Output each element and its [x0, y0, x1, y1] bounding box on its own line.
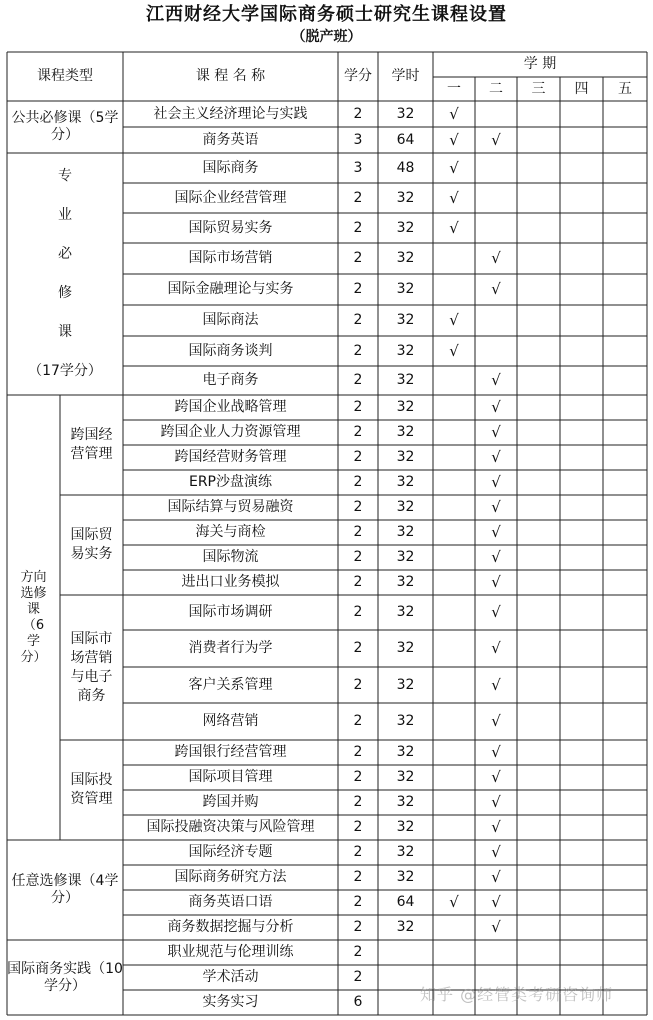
semester-check-1: √ — [449, 893, 459, 911]
course-credit: 2 — [353, 819, 363, 835]
group-label-elective: 任意选修课（4学分） — [11, 873, 119, 906]
course-hours: 32 — [396, 189, 415, 206]
course-name: 学术活动 — [202, 969, 259, 985]
semester-check-2: √ — [491, 793, 501, 811]
course-credit: 2 — [353, 894, 363, 910]
semester-check-2: √ — [491, 675, 501, 694]
course-hours: 32 — [396, 794, 415, 810]
course-credit: 2 — [353, 640, 363, 656]
group-label-direction — [7, 395, 60, 840]
group-label-major — [7, 153, 123, 395]
semester-check-2: √ — [491, 249, 501, 267]
semester-check-1: √ — [449, 130, 459, 149]
course-name: 电子商务 — [202, 372, 259, 388]
course-name: 国际贸易实务 — [188, 219, 273, 236]
header-semester-2: 二 — [489, 80, 503, 97]
course-credit: 2 — [353, 794, 363, 810]
semester-check-1: √ — [449, 158, 459, 177]
course-hours: 32 — [396, 574, 415, 590]
course-name: 国际金融理论与实务 — [167, 281, 294, 297]
group-label-direction-line: 方向 — [20, 569, 47, 585]
semester-check-2: √ — [491, 712, 501, 730]
course-name: 国际投融资决策与风险管理 — [146, 819, 315, 835]
course-credit: 2 — [353, 399, 363, 415]
course-hours: 32 — [396, 819, 415, 835]
semester-check-2: √ — [491, 280, 501, 298]
group-label-major-line: （17学分） — [28, 363, 102, 379]
semester-check-1: √ — [449, 311, 459, 329]
semester-check-1: √ — [449, 341, 459, 360]
course-hours: 32 — [396, 524, 415, 540]
course-hours: 32 — [396, 844, 415, 860]
course-name: 网络营销 — [202, 713, 259, 729]
course-name: 国际经济专题 — [188, 844, 273, 860]
course-name: 消费者行为学 — [188, 640, 273, 656]
course-name: 商务英语 — [202, 131, 259, 148]
semester-check-2: √ — [491, 448, 501, 466]
course-credit: 2 — [353, 189, 363, 206]
page-subtitle: （脱产班） — [291, 29, 362, 45]
course-credit: 2 — [353, 844, 363, 860]
semester-check-2: √ — [491, 398, 501, 416]
course-hours: 32 — [396, 769, 415, 785]
course-name: ERP沙盘演练 — [188, 474, 272, 490]
semester-check-2: √ — [491, 523, 501, 541]
semester-check-2: √ — [491, 639, 501, 657]
course-name: 商务英语口语 — [188, 894, 273, 910]
group-label-major-line: 必 — [58, 246, 72, 262]
course-name: 国际结算与贸易融资 — [167, 499, 294, 515]
header-semester-4: 四 — [574, 80, 589, 97]
course-hours: 32 — [396, 399, 415, 415]
group-label-direction-line: （6 — [22, 617, 45, 633]
course-name: 国际企业经营管理 — [174, 189, 287, 206]
header-credit: 学分 — [344, 68, 372, 84]
course-credit: 2 — [353, 342, 363, 359]
header-hours: 学时 — [391, 68, 420, 84]
course-name: 跨国经营财务管理 — [174, 449, 287, 465]
group-label-practice: 国际商务实践（10学分） — [7, 960, 123, 994]
semester-check-2: √ — [491, 893, 501, 911]
course-name: 国际商务 — [202, 159, 259, 176]
course-credit: 2 — [353, 312, 363, 328]
course-hours: 32 — [396, 744, 415, 760]
semester-check-2: √ — [491, 423, 501, 441]
semester-check-2: √ — [491, 818, 501, 836]
course-credit: 2 — [353, 944, 363, 960]
course-credit: 2 — [353, 969, 363, 985]
header-semester-1: 一 — [447, 80, 461, 97]
group-label-major-line: 业 — [58, 207, 72, 223]
course-name: 国际物流 — [202, 549, 259, 565]
course-credit: 2 — [353, 250, 363, 266]
semester-check-2: √ — [491, 918, 501, 936]
semester-check-2: √ — [491, 473, 501, 491]
course-name: 国际商法 — [202, 312, 259, 328]
course-name: 国际商务谈判 — [188, 342, 273, 359]
group-label-major-line: 修 — [58, 285, 72, 301]
course-credit: 2 — [353, 744, 363, 760]
semester-check-2: √ — [491, 498, 501, 516]
group-label-major-line: 专 — [58, 168, 72, 184]
header-semester-3: 三 — [531, 80, 546, 97]
course-hours: 32 — [396, 499, 415, 515]
subgroup-label-invest: 国际投资管理 — [70, 772, 113, 807]
course-hours: 32 — [396, 713, 415, 729]
course-hours: 64 — [396, 894, 415, 910]
course-name: 实务实习 — [202, 994, 259, 1010]
watermark: 知乎 @经管类考研咨询师 — [420, 985, 614, 1004]
course-hours: 48 — [396, 159, 415, 176]
course-name: 跨国企业战略管理 — [174, 399, 287, 415]
course-hours: 32 — [396, 869, 415, 885]
header-category: 课程类型 — [37, 68, 93, 84]
course-credit: 2 — [353, 524, 363, 540]
semester-check-2: √ — [491, 768, 501, 786]
course-hours: 32 — [396, 449, 415, 465]
course-credit: 2 — [353, 713, 363, 729]
semester-check-2: √ — [491, 743, 501, 761]
course-credit: 2 — [353, 676, 363, 693]
course-name: 国际市场调研 — [188, 604, 273, 620]
course-credit: 2 — [353, 499, 363, 515]
course-name: 跨国企业人力资源管理 — [160, 424, 301, 440]
course-credit: 2 — [353, 919, 363, 935]
course-hours: 32 — [396, 250, 415, 266]
course-credit: 2 — [353, 549, 363, 565]
group-label-direction-line: 学 — [26, 633, 40, 649]
course-credit: 2 — [353, 449, 363, 465]
course-credit: 3 — [353, 159, 363, 176]
course-name: 国际市场营销 — [188, 250, 273, 266]
course-hours: 32 — [396, 342, 415, 359]
header-course-name: 课 程 名 称 — [195, 68, 266, 84]
course-credit: 2 — [353, 474, 363, 490]
semester-check-2: √ — [491, 548, 501, 566]
course-name: 进出口业务模拟 — [181, 574, 280, 590]
course-credit: 2 — [353, 574, 363, 590]
course-name: 国际商务研究方法 — [174, 869, 287, 885]
course-hours: 32 — [396, 312, 415, 328]
semester-check-1: √ — [449, 188, 459, 207]
semester-check-2: √ — [491, 130, 501, 149]
course-name: 跨国并购 — [202, 794, 259, 810]
course-credit: 3 — [353, 131, 363, 148]
course-credit: 2 — [353, 105, 363, 122]
course-credit: 2 — [353, 424, 363, 440]
course-hours: 32 — [396, 919, 415, 935]
group-label-public: 公共必修课（5学分） — [11, 110, 119, 143]
course-hours: 32 — [396, 281, 415, 297]
course-credit: 2 — [353, 281, 363, 297]
course-credit: 6 — [353, 994, 363, 1010]
course-credit: 2 — [353, 372, 363, 388]
group-label-major-line: 课 — [58, 324, 72, 340]
course-hours: 32 — [396, 676, 415, 693]
course-name: 跨国银行经营管理 — [174, 744, 287, 760]
semester-check-2: √ — [491, 603, 501, 621]
course-hours: 32 — [396, 640, 415, 656]
group-label-direction-line: 选修 — [20, 585, 47, 601]
course-name: 海关与商检 — [195, 524, 266, 540]
header-semester: 学 期 — [523, 56, 557, 72]
semester-check-2: √ — [491, 843, 501, 861]
course-hours: 32 — [396, 372, 415, 388]
course-hours: 32 — [396, 105, 415, 122]
semester-check-2: √ — [491, 371, 501, 389]
subgroup-label-market: 国际市场营销与电子商务 — [70, 630, 113, 704]
course-credit: 2 — [353, 219, 363, 236]
subgroup-label-trade: 国际贸易实务 — [70, 527, 113, 562]
group-label-direction-line: 分） — [20, 649, 47, 665]
course-hours: 32 — [396, 549, 415, 565]
semester-check-2: √ — [491, 573, 501, 591]
course-name: 社会主义经济理论与实践 — [153, 105, 308, 122]
course-name: 国际项目管理 — [188, 769, 273, 785]
course-credit: 2 — [353, 604, 363, 620]
course-hours: 32 — [396, 424, 415, 440]
semester-check-1: √ — [449, 218, 459, 237]
course-name: 职业规范与伦理训练 — [167, 944, 294, 960]
course-credit: 2 — [353, 869, 363, 885]
semester-check-2: √ — [491, 868, 501, 886]
course-hours: 64 — [396, 131, 415, 148]
course-credit: 2 — [353, 769, 363, 785]
course-hours: 32 — [396, 604, 415, 620]
group-label-direction-line: 课 — [26, 601, 40, 617]
semester-check-1: √ — [449, 104, 459, 123]
header-semester-5: 五 — [618, 80, 632, 97]
subgroup-label-cross: 跨国经营管理 — [70, 427, 113, 462]
page-title: 江西财经大学国际商务硕士研究生课程设置 — [146, 4, 507, 25]
course-hours: 32 — [396, 219, 415, 236]
course-hours: 32 — [396, 474, 415, 490]
course-name: 客户关系管理 — [188, 676, 273, 693]
course-name: 商务数据挖掘与分析 — [167, 919, 294, 935]
